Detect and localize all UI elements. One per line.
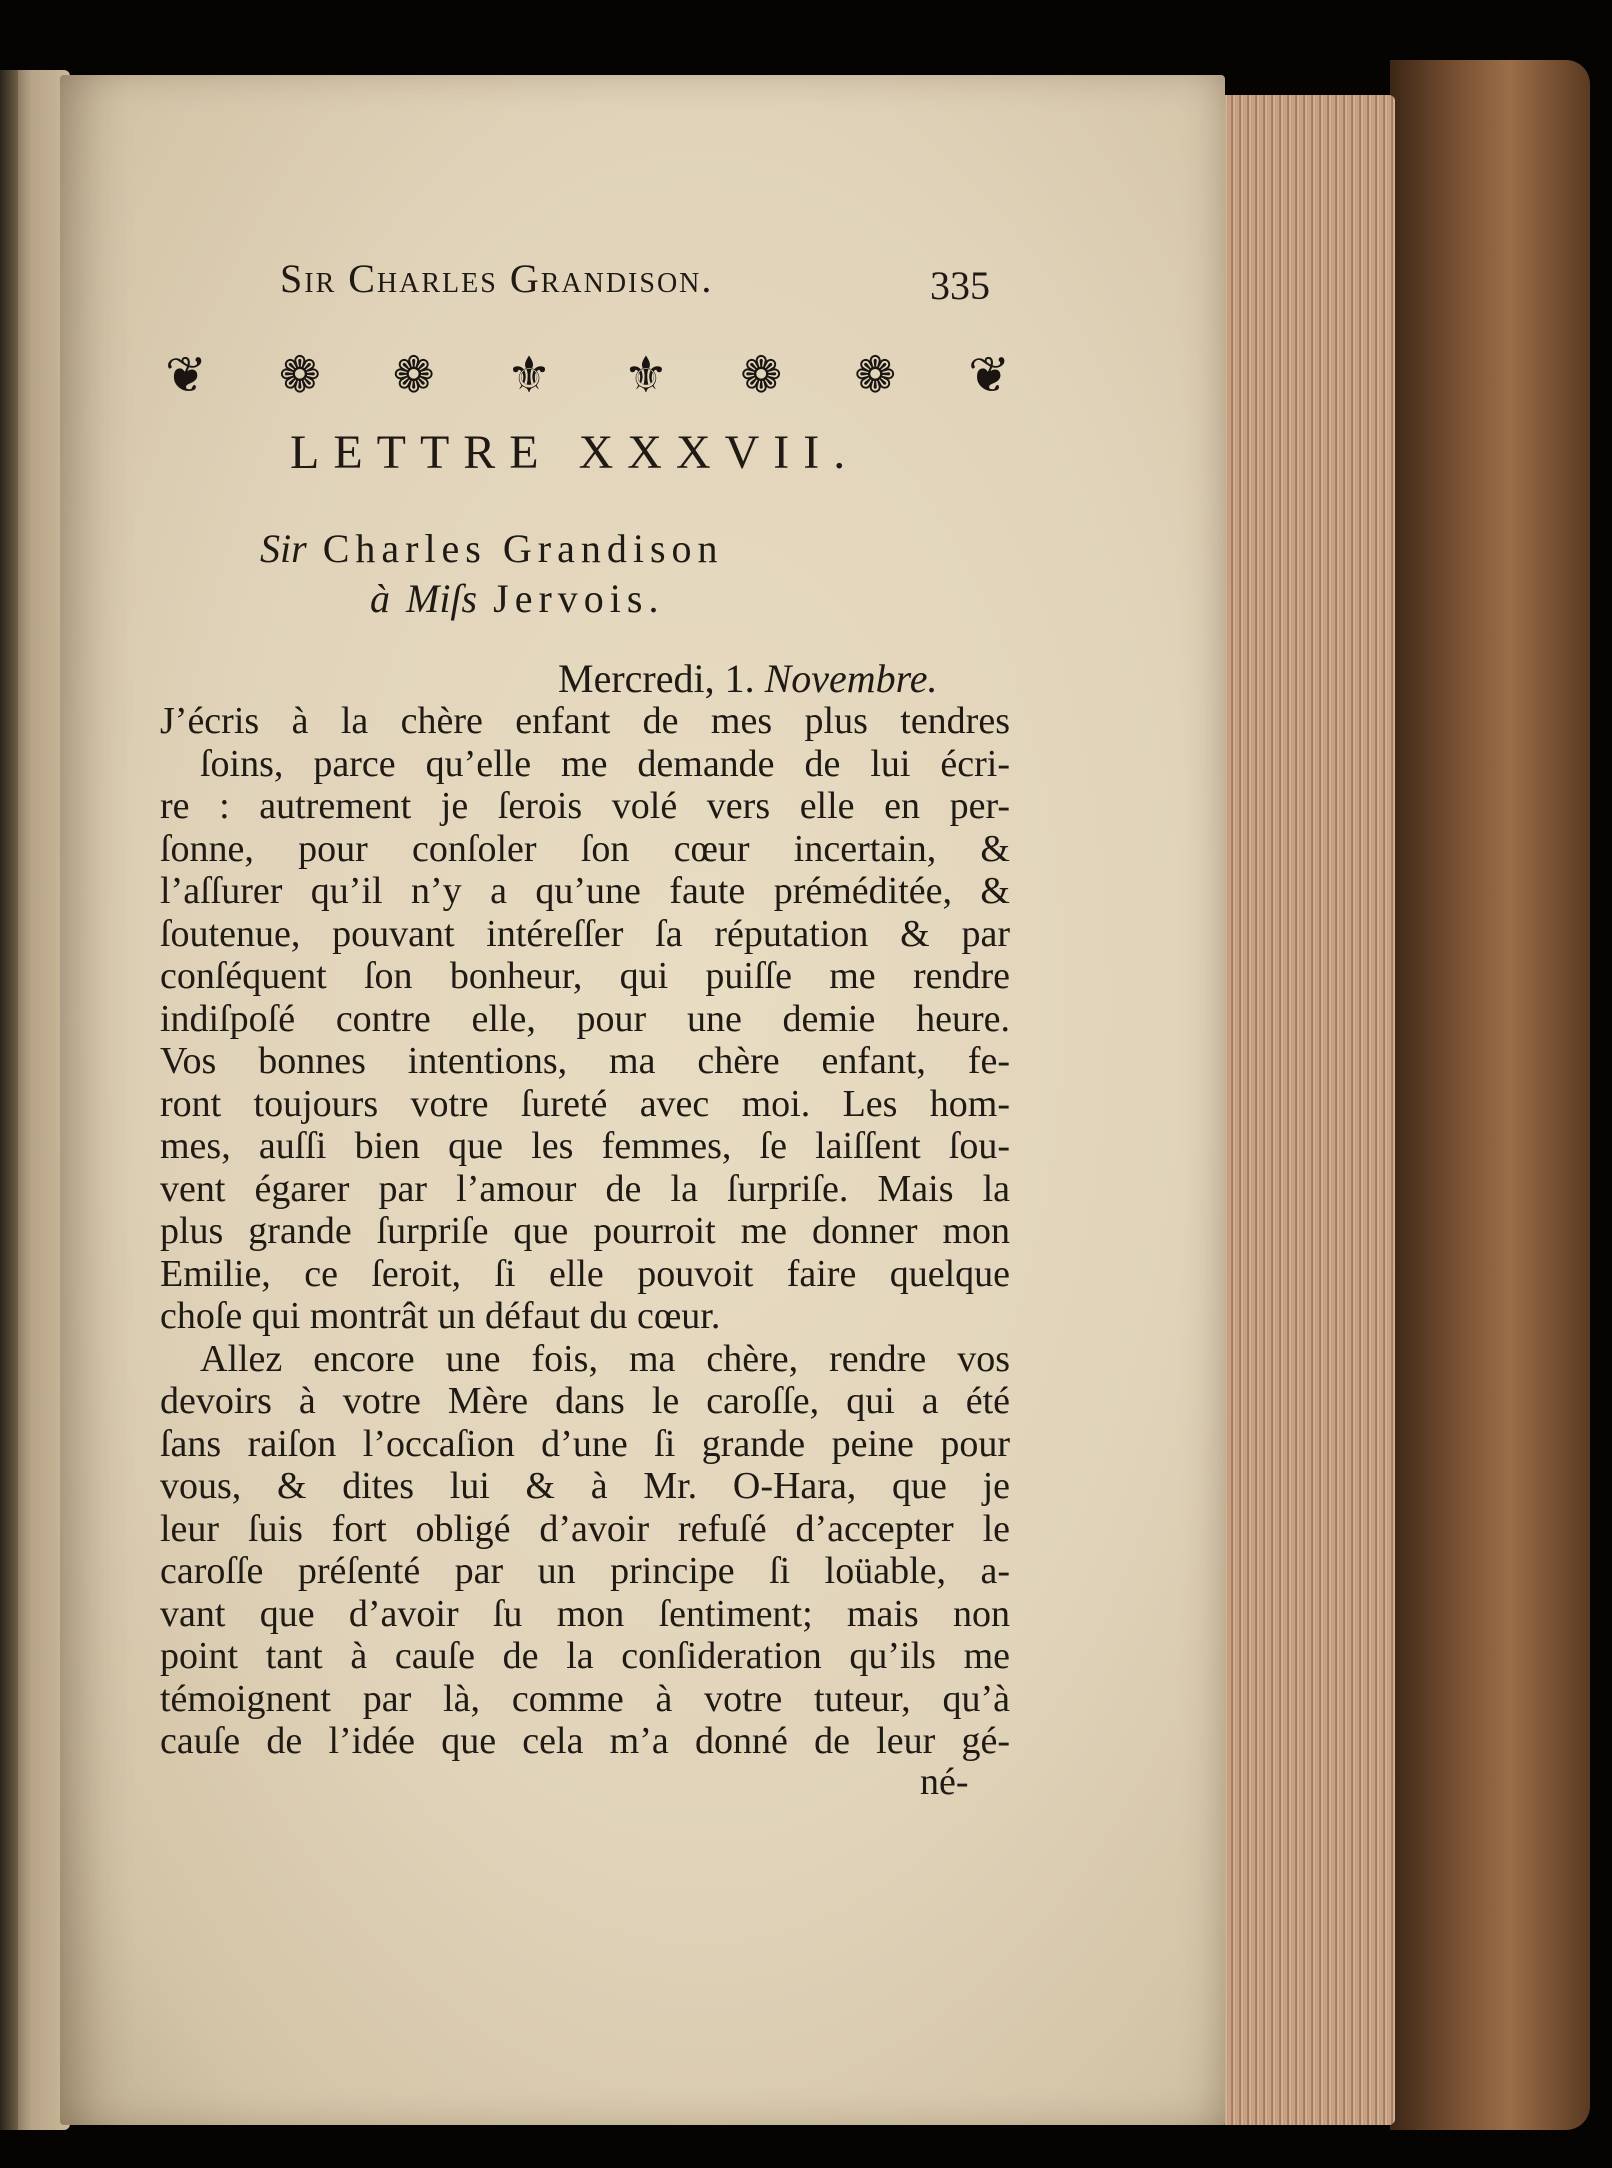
salutation-prefix-2: à <box>370 576 390 621</box>
body-line: caroſſe préſenté par un principe ſi loüable, a- <box>160 1550 1010 1592</box>
salutation-title: Miſs <box>406 576 478 621</box>
body-line: Emilie, ce ſeroit, ſi elle pouvoit faire quelque <box>160 1252 1010 1295</box>
letter-body <box>160 700 1010 1763</box>
letter-title: LETTRE XXXVII. <box>290 426 860 479</box>
ornament-icon: ❦ <box>968 346 1010 404</box>
body-line: Vos bonnes intentions, ma chère enfant, fe- <box>160 1040 1010 1082</box>
page-number: 335 <box>930 263 990 308</box>
body-line: Allez encore une fois, ma chère, rendre vos <box>200 1337 1010 1380</box>
date-month: Novembre. <box>764 656 938 701</box>
salutation-recipient: Jervois. <box>493 576 665 621</box>
body-line: ſoins, parce qu’elle me demande de lui écri- <box>200 742 1010 785</box>
body-line: ſonne, pour conſoler ſon cœur incertain, & <box>160 827 1010 870</box>
ornament-icon: ❦ <box>165 346 207 404</box>
body-line: ſoutenue, pouvant intéreſſer ſa réputation & par <box>160 912 1010 955</box>
catchword: né- <box>920 1761 969 1803</box>
body-line: re : autrement je ſerois volé vers elle en per- <box>160 785 1010 827</box>
ornament-icon: ❁ <box>392 346 435 404</box>
body-line: vent égarer par l’amour de la ſurpriſe. Mais la <box>160 1167 1010 1210</box>
body-line: témoignent par là, comme à votre tuteur, qu’à <box>160 1677 1010 1720</box>
body-line: vant que d’avoir ſu mon ſentiment; mais non <box>160 1592 1010 1635</box>
ornament-icon: ❁ <box>278 346 321 404</box>
salutation-line-2 <box>370 575 664 622</box>
body-line: J’écris à la chère enfant de mes plus tendres <box>160 700 1010 742</box>
body-line: ſans raiſon l’occaſion d’une ſi grande peine pour <box>160 1422 1010 1465</box>
binding-shadow <box>0 70 18 2130</box>
body-line: plus grande ſurpriſe que pourroit me donner mon <box>160 1210 1010 1252</box>
body-line: choſe qui montrât un défaut du cœur. <box>160 1295 721 1337</box>
body-line: point tant à cauſe de la conſideration qu’ils me <box>160 1635 1010 1677</box>
body-line: leur ſuis fort obligé d’avoir refuſé d’accepter le <box>160 1507 1010 1550</box>
salutation-name: Charles Grandison <box>322 526 724 571</box>
salutation-line-1 <box>260 525 724 572</box>
body-line: indiſpoſé contre elle, pour une demie heure. <box>160 997 1010 1040</box>
body-line: mes, auſſi bien que les femmes, ſe laiſſent ſou- <box>160 1125 1010 1167</box>
body-line: vous, & dites lui & à Mr. O-Hara, que je <box>160 1465 1010 1507</box>
ornament-icon: ⚜ <box>506 346 552 404</box>
ornament-icon: ❁ <box>854 346 897 404</box>
ornament-icon: ❁ <box>740 346 783 404</box>
page-stack-edge <box>1220 95 1395 2125</box>
ornament-band <box>165 345 1010 405</box>
body-line: cauſe de l’idée que cela m’a donné de leur gé- <box>160 1720 1010 1762</box>
body-line: l’aſſurer qu’il n’y a qu’une faute préméditée, & <box>160 870 1010 912</box>
running-head: Sir Charles Grandison. <box>280 256 714 301</box>
salutation-prefix: Sir <box>260 526 307 571</box>
ornament-icon: ⚜ <box>623 346 669 404</box>
letter-date <box>558 655 938 702</box>
date-text: Mercredi, 1. <box>558 656 755 701</box>
book-cover <box>1390 60 1590 2130</box>
body-line: conſéquent ſon bonheur, qui puiſſe me rendre <box>160 955 1010 997</box>
body-line: devoirs à votre Mère dans le caroſſe, qui a été <box>160 1380 1010 1422</box>
body-line: ront toujours votre ſureté avec moi. Les hom- <box>160 1082 1010 1125</box>
